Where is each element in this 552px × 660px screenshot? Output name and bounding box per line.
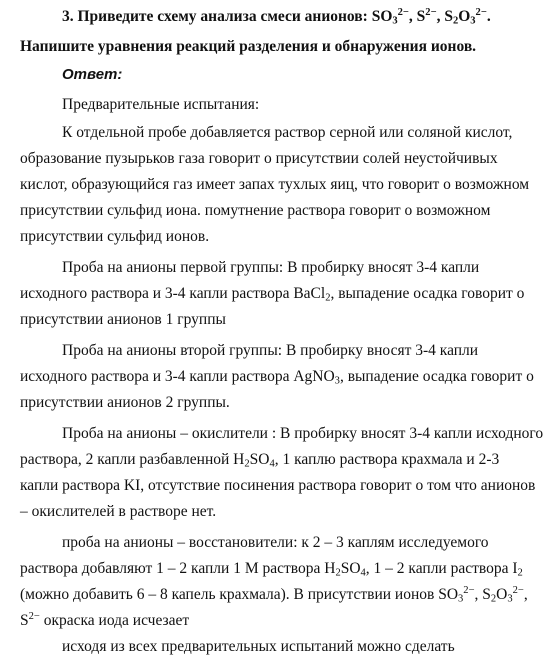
- paragraph-2-line: присутствии анионов 1 группы: [20, 311, 226, 328]
- paragraph-4-line: Проба на анионы – окислители : В пробирку вносят 3-4 капли исходного: [62, 425, 544, 442]
- paragraph-1-line: образование пузырьков газа говорит о присутствии солей неустойчивых: [20, 150, 498, 167]
- paragraph-4-line: капли раствора KI, отсутствие посинения раствора говорит о том что анионов: [20, 477, 536, 494]
- paragraph-2-line: исходного раствора и 3-4 капли раствора BaCl$_2$, выпадение осадка говорит о: [20, 285, 525, 304]
- paragraph-5-line: проба на анионы – восстановители: к 2 – 3 каплям исследуемого: [62, 534, 489, 551]
- paragraph-1-line: присутствии сульфид иона. помутнение раствора говорит о возможном: [20, 202, 491, 219]
- paragraph-5-line: (можно добавить 6 – 8 капель крахмала). В присутствии ионов $SO_3^{2-}$, $S_2O_3^{2-}$,: [20, 585, 528, 605]
- answer-label: Ответ:: [62, 66, 123, 83]
- prelim-heading: Предварительные испытания:: [62, 96, 260, 113]
- paragraph-1-line: кислот, образующийся газ имеет запах тухлых яиц, что говорит о возможном: [20, 176, 530, 193]
- paragraph-3-line: присутствии анионов 2 группы.: [20, 394, 230, 411]
- paragraph-4-line: – окислителей в растворе нет.: [20, 503, 217, 520]
- paragraph-1-line: присутствии сульфид ионов.: [20, 228, 210, 245]
- paragraph-5-line: $S^{2-}$ окраска иода исчезает: [20, 611, 190, 629]
- paragraph-6-line: исходя из всех предварительных испытаний можно сделать: [62, 638, 455, 655]
- paragraph-3-line: исходного раствора и 3-4 капли раствора AgNO$_3$, выпадение осадка говорит о: [20, 368, 534, 387]
- paragraph-4-line: раствора, 2 капли разбавленной $H_2SO_4$, 1 каплю раствора крахмала и 2-3: [20, 451, 500, 470]
- paragraph-5-line: раствора добавляют 1 – 2 капли 1 M раствора $H_2SO_4$, 1 – 2 капли раствора $I_2$: [20, 560, 523, 579]
- paragraph-2-line: Проба на анионы первой группы: В пробирку вносят 3-4 капли: [62, 259, 480, 276]
- paragraph-3-line: Проба на анионы второй группы: В пробирку вносят 3-4 капли: [62, 342, 479, 359]
- question-title-line1: 3. Приведите схему анализа смеси анионов: $SO_3^{2-}$, $S^{2-}$, $S_2O_3^{2-}$.: [62, 7, 491, 27]
- question-title-line2: Напишите уравнения реакций разделения и обнаружения ионов.: [20, 38, 477, 55]
- paragraph-1-line: К отдельной пробе добавляется раствор серной или соляной кислот,: [62, 124, 513, 141]
